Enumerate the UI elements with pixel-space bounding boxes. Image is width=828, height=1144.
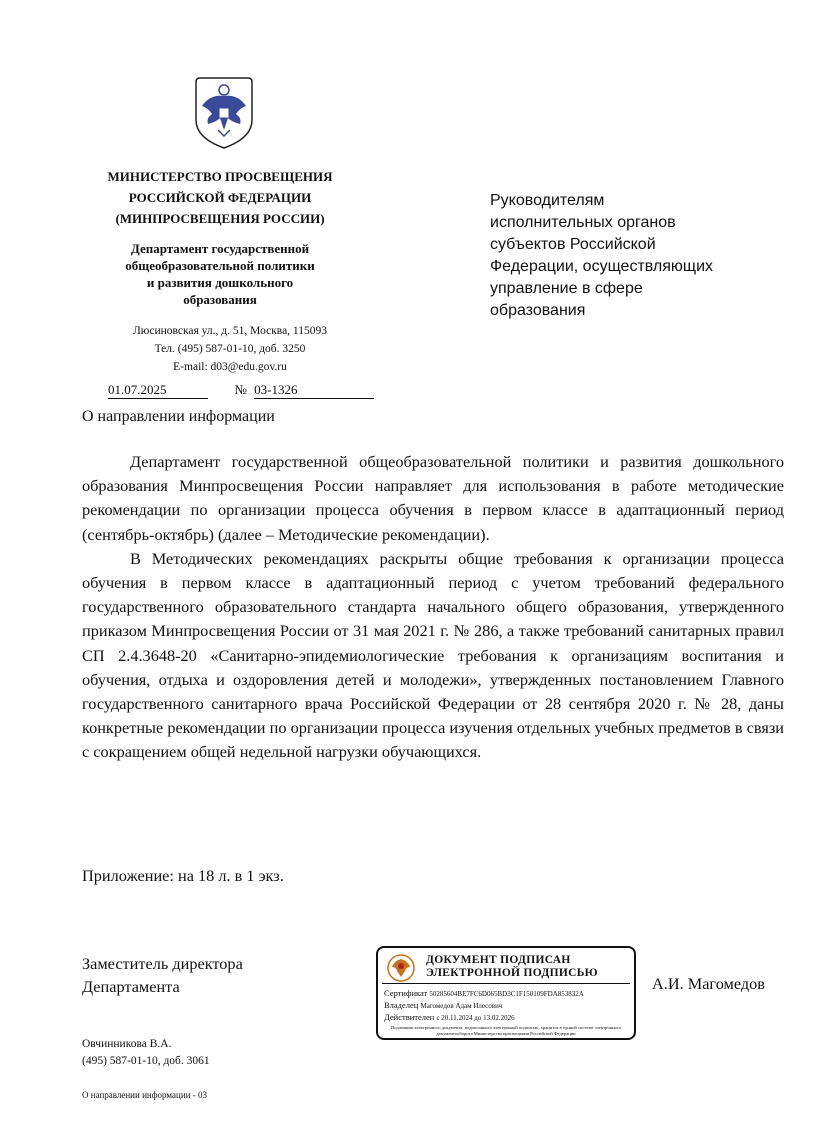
executor-block (82, 1036, 210, 1070)
number-sign: № (234, 382, 247, 397)
stamp-certificate-row (384, 988, 584, 998)
ministry-line: РОССИЙСКОЙ ФЕДЕРАЦИИ (128, 190, 312, 205)
recipient-line: исполнительных органов (490, 214, 676, 231)
stamp-divider (382, 983, 630, 984)
valid-label: Действителен (384, 1012, 435, 1022)
position-line: Департамента (82, 977, 180, 996)
department-line: и развития дошкольного (146, 275, 294, 290)
stamp-fine-print: Подлинник электронного документа, подписанного электронной подписью, хранится в единой системе электронного документооборота Министерства просвещения Российской Федерации (390, 1025, 622, 1036)
recipient-line: управление в сфере (490, 280, 643, 297)
phone-line: Тел. (495) 587-01-10, доб. 3250 (154, 343, 306, 355)
stamp-emblem-icon (386, 953, 416, 983)
recipient-line: образования (490, 302, 586, 319)
owner-value: Магомедов Адам Илесович (420, 1002, 503, 1010)
ministry-line: (МИНПРОСВЕЩЕНИЯ РОССИИ) (115, 211, 325, 226)
recipient-block (490, 190, 790, 322)
owner-label: Владелец (384, 1000, 419, 1010)
department-line: образования (183, 292, 257, 307)
department-line: Департамент государственной (130, 241, 310, 256)
registration-date: 01.07.2025 (108, 382, 208, 399)
stamp-valid-row (384, 1012, 515, 1022)
executor-name: Овчинникова В.А. (82, 1038, 172, 1050)
coat-of-arms-icon (188, 72, 260, 152)
electronic-signature-stamp (376, 946, 636, 1040)
recipient-line: Федерации, осуществляющих (490, 258, 714, 275)
subject-line: О направлении информации (82, 408, 275, 425)
address-block (90, 322, 370, 376)
signatory-name: А.И. Магомедов (652, 974, 765, 993)
department-line: общеобразовательной политики (125, 258, 315, 273)
stamp-title-line2: ЭЛЕКТРОННОЙ ПОДПИСЬЮ (426, 967, 598, 979)
email-line: E-mail: d03@edu.gov.ru (173, 361, 287, 373)
signatory-position (82, 952, 243, 998)
page-footer: О направлении информации - 03 (82, 1090, 207, 1100)
valid-value: с 20.11.2024 до 13.02.2026 (436, 1014, 515, 1022)
stamp-owner-row (384, 1000, 502, 1010)
ministry-line: МИНИСТЕРСТВО ПРОСВЕЩЕНИЯ (107, 169, 333, 184)
department-name (90, 240, 350, 308)
certificate-value: 50285604BE7FC6D065BD3C1F150109FDA853832A (429, 990, 584, 998)
address-line: Люсиновская ул., д. 51, Москва, 115093 (132, 325, 328, 337)
letter-body (82, 450, 784, 765)
position-line: Заместитель директора (82, 954, 243, 973)
recipient-line: Руководителям (490, 192, 605, 209)
attachment-note: Приложение: на 18 л. в 1 экз. (82, 866, 284, 885)
body-paragraph: В Методических рекомендациях раскрыты общие требования к организации процесса обучения в первом классе в адаптационный период с учетом требований федерального государственного образовательного стандарта начального общего образования, утвержденного приказом Минпросвещения России от 31 мая 2021 г. № 286, а также требований санитарных правил СП 2.4.3648-20 «Санитарно-эпидемиологические требования к организациям воспитания и обучения, отдыха и оздоровления детей и молодежи», утвержденных постановлением Главного государственного санитарного врача Российской Федерации от 28 сентября 2020 г. № 28, даны конкретные рекомендации по организации процесса изучения отдельных учебных предметов в связи с сокращением общей недельной нагрузки обучающихся. (82, 548, 784, 762)
registration-number: 03-1326 (254, 382, 374, 399)
ministry-name (90, 166, 350, 229)
registration-line (108, 382, 374, 399)
recipient-line: субъектов Российской (490, 236, 656, 253)
executor-phone: (495) 587-01-10, доб. 3061 (82, 1055, 210, 1067)
stamp-title-line1: ДОКУМЕНТ ПОДПИСАН (426, 954, 571, 966)
certificate-label: Сертификат (384, 988, 428, 998)
body-paragraph: Департамент государственной общеобразовательной политики и развития дошкольного образования Минпросвещения России направляет для использования в работе методические рекомендации по организации процесса обучения в первом классе в адаптационный период (сентябрь-октябрь) (далее – Методические рекомендации). (82, 452, 784, 544)
